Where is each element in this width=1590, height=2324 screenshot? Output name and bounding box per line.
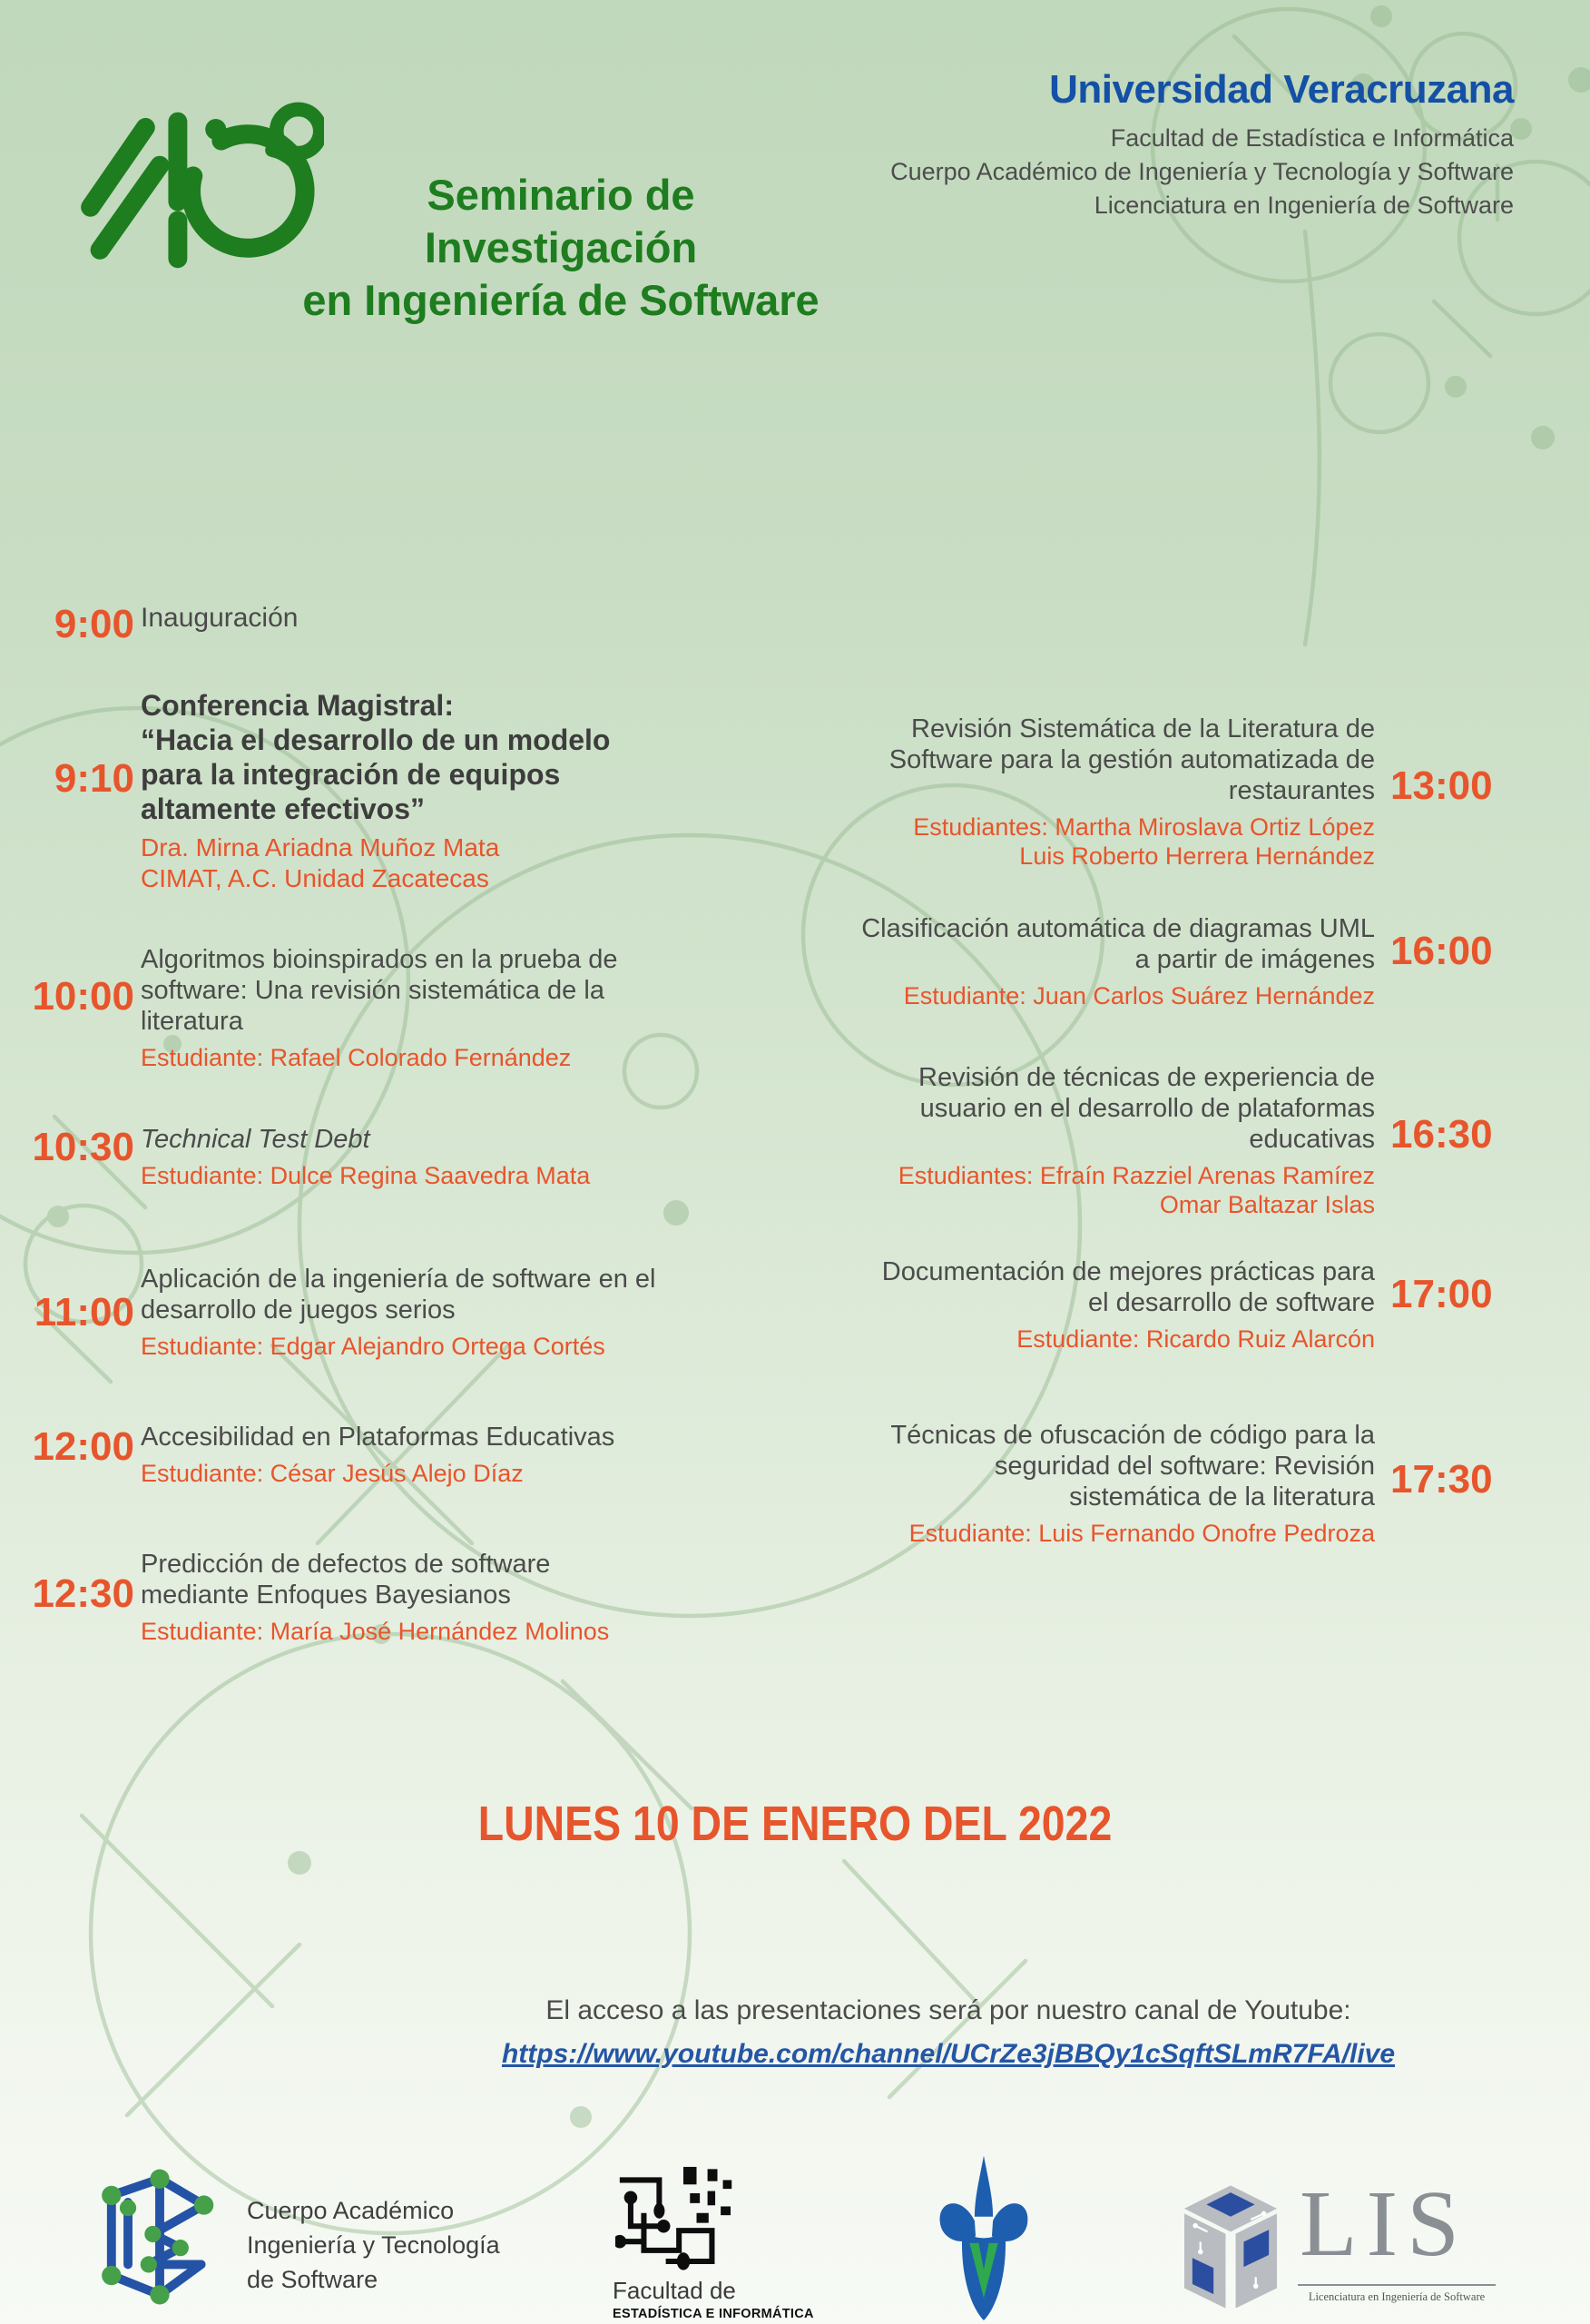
schedule-item <box>141 1264 658 1361</box>
time-label: 9:10 <box>54 756 134 801</box>
item-speakers: Estudiante: Juan Carlos Suárez Hernández <box>903 982 1375 1009</box>
schedule-item <box>141 1422 658 1488</box>
item-speakers: Estudiante: Dulce Regina Saavedra Mata <box>141 1162 591 1189</box>
item-speakers: Estudiantes: Martha Miroslava Ortiz López Luis Roberto Herrera Hernández <box>913 813 1375 870</box>
youtube-link[interactable]: https://www.youtube.com/channel/UCrZe3jBBQy1cSqftSLmR7FA/live <box>501 2039 1396 2069</box>
item-title: Aplicación de la ingeniería de software en el desarrollo de juegos serios <box>141 1265 656 1324</box>
schedule-item <box>141 944 658 1072</box>
schedule-item <box>858 1256 1375 1354</box>
academic-body-line: Cuerpo Académico de Ingeniería y Tecnología y Software <box>890 158 1514 185</box>
fei-logo-icon <box>615 2164 751 2275</box>
poster-title <box>289 169 833 327</box>
item-title: Revisión de técnicas de experiencia de usuario en el desarrollo de plataformas educativas <box>918 1063 1375 1154</box>
item-title: Technical Test Debt <box>141 1125 370 1154</box>
time-label: 16:30 <box>1390 1112 1493 1157</box>
item-title: Accesibilidad en Plataformas Educativas <box>141 1423 615 1452</box>
time-label: 16:00 <box>1390 929 1493 973</box>
schedule-item <box>141 688 658 894</box>
schedule-item <box>141 603 658 634</box>
degree-line: Licenciatura en Ingeniería de Software <box>1094 192 1514 219</box>
schedule-item <box>858 1420 1375 1548</box>
time-label: 10:30 <box>32 1125 134 1169</box>
cuerpo-academico-label: Cuerpo Académico Ingeniería y Tecnología de Software <box>247 2197 500 2293</box>
uv-logo-icon <box>933 2153 1035 2324</box>
time-label: 17:00 <box>1390 1272 1493 1316</box>
access-note: El acceso a las presentaciones será por nuestro canal de Youtube: <box>545 1995 1351 2025</box>
item-speakers: Estudiantes: Efraín Razziel Arenas Ramírez Omar Baltazar Islas <box>898 1162 1375 1218</box>
university-name: Universidad Veracruzana <box>1049 67 1514 112</box>
item-title: Algoritmos bioinspirados en la prueba de software: Una revisión sistemática de la literatura <box>141 945 618 1036</box>
item-speakers: Estudiante: Edgar Alejandro Ortega Cortés <box>141 1333 605 1360</box>
item-speakers: Dra. Mirna Ariadna Muñoz Mata CIMAT, A.C. Unidad Zacatecas <box>141 833 500 892</box>
fei-label <box>613 2277 821 2321</box>
header <box>890 67 1514 222</box>
time-label: 11:00 <box>34 1290 134 1334</box>
schedule-item <box>858 1062 1375 1219</box>
poster-title-line2: en Ingeniería de Software <box>302 276 820 324</box>
cuerpo-academico-logo-icon <box>91 2168 229 2306</box>
faculty-line: Facultad de Estadística e Informática <box>1110 124 1514 152</box>
lis-logo-icon <box>1175 2173 1286 2320</box>
item-speakers: Estudiante: Ricardo Ruiz Alarcón <box>1016 1325 1375 1353</box>
item-speakers: Estudiante: Luis Fernando Onofre Pedroza <box>908 1520 1375 1547</box>
item-title: Documentación de mejores prácticas para el desarrollo de software <box>881 1257 1375 1317</box>
time-label: 13:00 <box>1390 763 1493 808</box>
schedule-item <box>141 1124 658 1190</box>
time-label: 17:30 <box>1390 1457 1493 1502</box>
item-title: Técnicas de ofuscación de código para la seguridad del software: Revisión sistemática de la literatura <box>890 1421 1375 1512</box>
time-label: 9:00 <box>54 602 134 646</box>
access-block <box>490 1995 1407 2070</box>
event-date: LUNES 10 DE ENERO DEL 2022 <box>477 1797 1113 1851</box>
poster-title-line1: Seminario de Investigación <box>424 171 698 271</box>
lis-acronym: LIS <box>1300 2171 1468 2276</box>
time-label: 12:30 <box>32 1571 134 1616</box>
item-speakers: Estudiante: César Jesús Alejo Díaz <box>141 1460 524 1487</box>
item-title: Clasificación automática de diagramas UML a partir de imágenes <box>861 914 1375 974</box>
schedule-item <box>858 714 1375 871</box>
item-speakers: Estudiante: Rafael Colorado Fernández <box>141 1044 572 1071</box>
item-title: Predicción de defectos de software mediante Enfoques Bayesianos <box>141 1550 551 1610</box>
time-label: 12:00 <box>32 1424 134 1469</box>
lis-caption: Licenciatura en Ingeniería de Software <box>1298 2284 1496 2304</box>
item-title: Inauguración <box>141 603 299 633</box>
schedule-item <box>858 913 1375 1010</box>
item-heading: Conferencia Magistral: <box>141 689 454 722</box>
edition-10-logo-icon <box>77 91 324 272</box>
item-title: Revisión Sistemática de la Literatura de Software para la gestión automatizada de restaurantes <box>888 714 1375 805</box>
fei-label-line1: Facultad de <box>613 2277 736 2304</box>
schedule-item <box>141 1549 658 1646</box>
item-title: “Hacia el desarrollo de un modelo para la integración de equipos altamente efectivos” <box>141 724 611 825</box>
fei-label-line2: ESTADÍSTICA E INFORMÁTICA <box>613 2307 814 2321</box>
item-speakers: Estudiante: María José Hernández Molinos <box>141 1618 610 1645</box>
time-label: 10:00 <box>32 974 134 1019</box>
